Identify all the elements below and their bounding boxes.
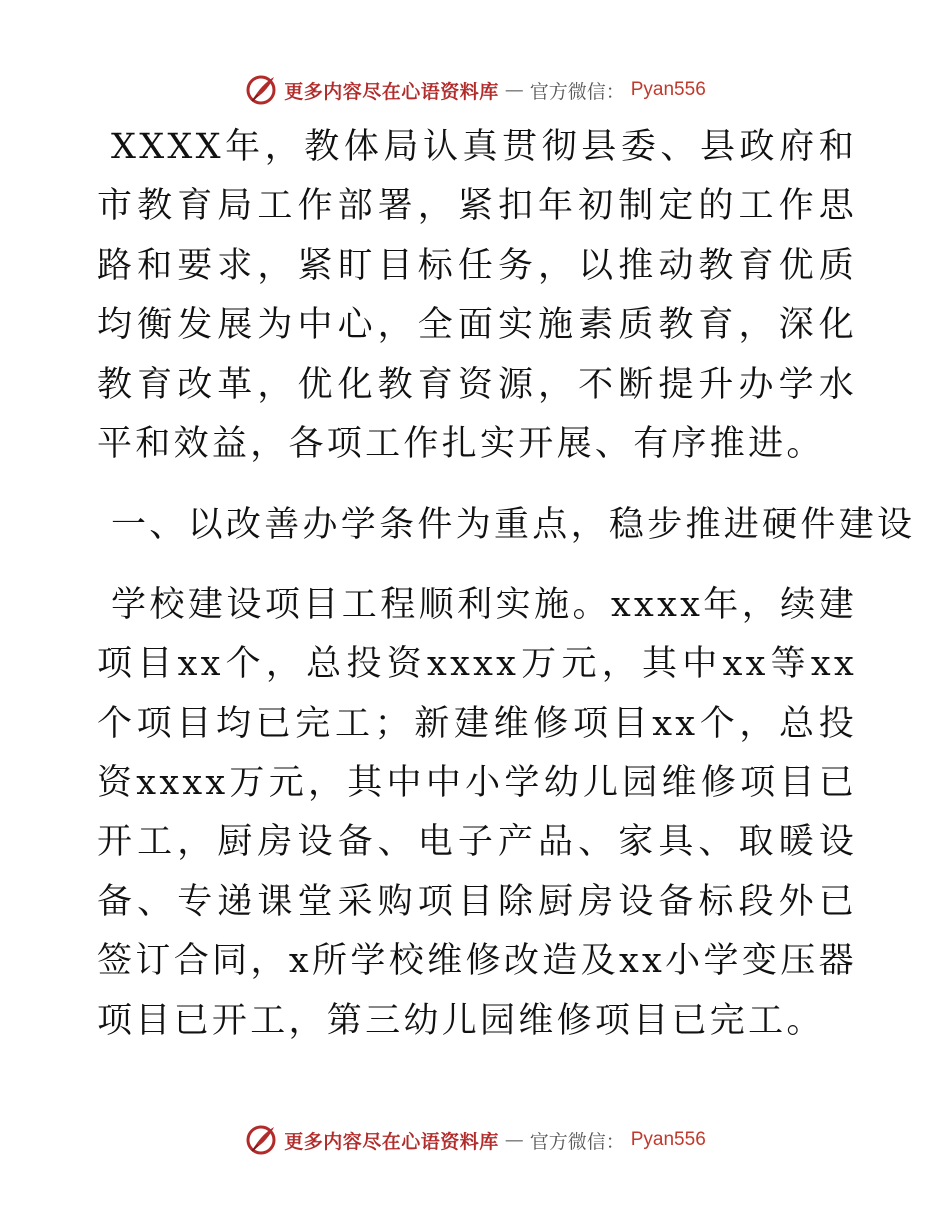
document-body bbox=[97, 118, 916, 1051]
watermark-separator: — bbox=[504, 79, 524, 101]
footer-watermark bbox=[0, 1120, 950, 1160]
watermark-wechat-id: Pyan556 bbox=[630, 79, 706, 100]
watermark-wechat-label: 官方微信： bbox=[529, 1130, 625, 1153]
project-paragraph: 学校建设项目工程顺利实施。xxxx年，续建项目xx个，总投资xxxx万元，其中xx等xx个项目均已完工；新建维修项目xx个，总投资xxxx万元，其中中小学幼儿园维修项目已开工，厨房设备、电子产品、家具、取暖设备、专递课堂采购项目除厨房设备标段外已签订合同，x所学校维修改造及xx小学变压器项目已开工，第三幼儿园维修项目已完工。 bbox=[97, 584, 857, 1041]
watermark-wechat-label: 官方微信： bbox=[529, 80, 625, 103]
intro-paragraph: XXXX年，教体局认真贯彻县委、县政府和市教育局工作部署，紧扣年初制定的工作思路和要求，紧盯目标任务，以推动教育优质均衡发展为中心，全面实施素质教育，深化教育改革，优化教育资源，不断提升办学水平和效益，各项工作扎实开展、有序推进。 bbox=[97, 127, 857, 465]
watermark-wechat-id: Pyan556 bbox=[630, 1129, 706, 1150]
watermark-separator: — bbox=[504, 1129, 524, 1151]
feather-quill-circle-icon bbox=[244, 1123, 278, 1157]
section-heading: 一、以改善办学条件为重点，稳步推进硬件建设 bbox=[111, 505, 916, 546]
header-watermark bbox=[0, 70, 950, 110]
feather-quill-circle-icon bbox=[244, 73, 278, 107]
watermark-brand-text: 更多内容尽在心语资料库 bbox=[284, 80, 499, 103]
watermark-brand-text: 更多内容尽在心语资料库 bbox=[284, 1130, 499, 1153]
